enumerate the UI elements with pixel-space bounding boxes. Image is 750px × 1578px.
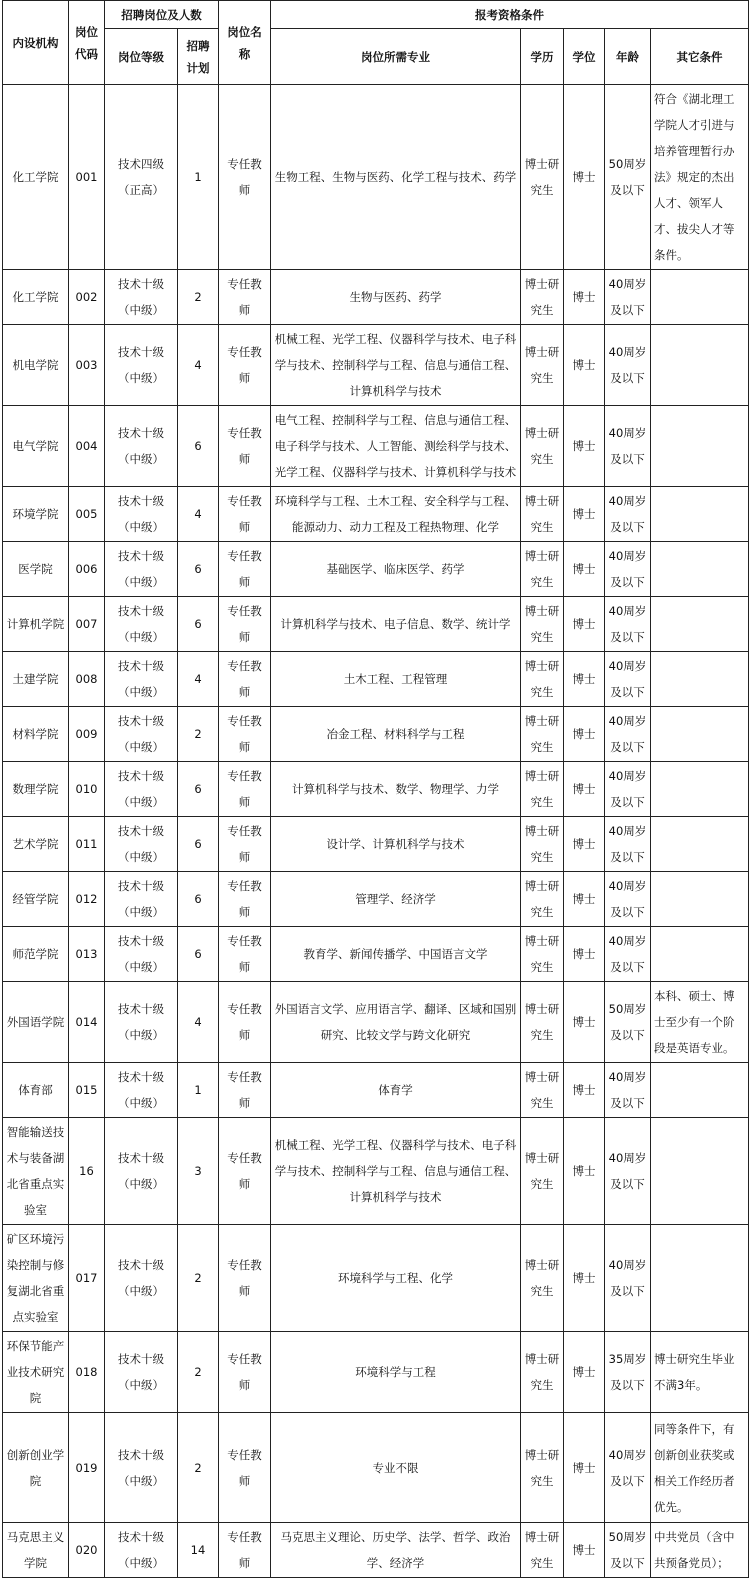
cell-level: 技术十级（中级） bbox=[105, 762, 178, 817]
cell-major: 外国语言文学、应用语言学、翻译、区域和国别研究、比较文学与跨文化研究 bbox=[271, 982, 521, 1063]
header-cond-group: 报考资格条件 bbox=[271, 1, 749, 29]
cell-code: 013 bbox=[69, 927, 105, 982]
cell-level: 技术十级（中级） bbox=[105, 542, 178, 597]
cell-code: 008 bbox=[69, 652, 105, 707]
cell-post: 专任教师 bbox=[219, 406, 271, 487]
cell-level: 技术十级（中级） bbox=[105, 1118, 178, 1225]
cell-other bbox=[651, 707, 749, 762]
cell-edu: 博士研究生 bbox=[521, 872, 564, 927]
cell-major: 土木工程、工程管理 bbox=[271, 652, 521, 707]
cell-degree: 博士 bbox=[564, 652, 605, 707]
header-age: 年龄 bbox=[605, 29, 651, 85]
cell-major: 设计学、计算机科学与技术 bbox=[271, 817, 521, 872]
cell-level: 技术十级（中级） bbox=[105, 1413, 178, 1523]
cell-dept: 环保节能产业技术研究院 bbox=[3, 1332, 69, 1413]
header-edu: 学历 bbox=[521, 29, 564, 85]
cell-level: 技术十级（中级） bbox=[105, 597, 178, 652]
cell-degree: 博士 bbox=[564, 597, 605, 652]
cell-edu: 博士研究生 bbox=[521, 927, 564, 982]
cell-edu: 博士研究生 bbox=[521, 762, 564, 817]
cell-edu: 博士研究生 bbox=[521, 982, 564, 1063]
cell-degree: 博士 bbox=[564, 1063, 605, 1118]
cell-major: 机械工程、光学工程、仪器科学与技术、电子科学与技术、控制科学与工程、信息与通信工程、计算机科学与技术 bbox=[271, 325, 521, 406]
cell-degree: 博士 bbox=[564, 762, 605, 817]
cell-plan: 4 bbox=[178, 487, 219, 542]
cell-degree: 博士 bbox=[564, 982, 605, 1063]
cell-post: 专任教师 bbox=[219, 597, 271, 652]
cell-post: 专任教师 bbox=[219, 1523, 271, 1578]
table-row bbox=[3, 542, 749, 597]
cell-degree: 博士 bbox=[564, 85, 605, 270]
cell-dept: 土建学院 bbox=[3, 652, 69, 707]
cell-edu: 博士研究生 bbox=[521, 1413, 564, 1523]
cell-degree: 博士 bbox=[564, 927, 605, 982]
cell-post: 专任教师 bbox=[219, 707, 271, 762]
cell-major: 马克思主义理论、历史学、法学、哲学、政治学、经济学 bbox=[271, 1523, 521, 1578]
cell-other bbox=[651, 762, 749, 817]
cell-age: 35周岁及以下 bbox=[605, 1332, 651, 1413]
cell-plan: 2 bbox=[178, 1332, 219, 1413]
table-row bbox=[3, 487, 749, 542]
cell-dept: 机电学院 bbox=[3, 325, 69, 406]
cell-degree: 博士 bbox=[564, 1413, 605, 1523]
cell-major: 电气工程、控制科学与工程、信息与通信工程、电子科学与技术、人工智能、测绘科学与技术、光学工程、仪器科学与技术、计算机科学与技术 bbox=[271, 406, 521, 487]
cell-edu: 博士研究生 bbox=[521, 406, 564, 487]
header-dept: 内设机构 bbox=[3, 1, 69, 85]
cell-other: 博士研究生毕业不满3年。 bbox=[651, 1332, 749, 1413]
cell-level: 技术十级（中级） bbox=[105, 817, 178, 872]
cell-plan: 6 bbox=[178, 762, 219, 817]
cell-level: 技术十级（中级） bbox=[105, 1332, 178, 1413]
cell-other: 本科、硕士、博士至少有一个阶段是英语专业。 bbox=[651, 982, 749, 1063]
table-row bbox=[3, 652, 749, 707]
cell-age: 50周岁及以下 bbox=[605, 982, 651, 1063]
cell-dept: 师范学院 bbox=[3, 927, 69, 982]
cell-plan: 14 bbox=[178, 1523, 219, 1578]
cell-degree: 博士 bbox=[564, 542, 605, 597]
cell-post: 专任教师 bbox=[219, 487, 271, 542]
cell-edu: 博士研究生 bbox=[521, 1063, 564, 1118]
table-row bbox=[3, 1332, 749, 1413]
cell-code: 006 bbox=[69, 542, 105, 597]
cell-age: 40周岁及以下 bbox=[605, 406, 651, 487]
cell-edu: 博士研究生 bbox=[521, 1332, 564, 1413]
cell-plan: 6 bbox=[178, 817, 219, 872]
cell-post: 专任教师 bbox=[219, 652, 271, 707]
cell-code: 003 bbox=[69, 325, 105, 406]
header-level: 岗位等级 bbox=[105, 29, 178, 85]
cell-post: 专任教师 bbox=[219, 1413, 271, 1523]
cell-post: 专任教师 bbox=[219, 270, 271, 325]
cell-level: 技术十级（中级） bbox=[105, 487, 178, 542]
cell-major: 机械工程、光学工程、仪器科学与技术、电子科学与技术、控制科学与工程、信息与通信工程、计算机科学与技术 bbox=[271, 1118, 521, 1225]
cell-degree: 博士 bbox=[564, 1118, 605, 1225]
cell-plan: 2 bbox=[178, 270, 219, 325]
cell-major: 冶金工程、材料科学与工程 bbox=[271, 707, 521, 762]
cell-code: 004 bbox=[69, 406, 105, 487]
cell-age: 40周岁及以下 bbox=[605, 1413, 651, 1523]
cell-plan: 2 bbox=[178, 1225, 219, 1332]
cell-other bbox=[651, 927, 749, 982]
cell-plan: 6 bbox=[178, 872, 219, 927]
cell-edu: 博士研究生 bbox=[521, 597, 564, 652]
table-row bbox=[3, 406, 749, 487]
header-post: 岗位名称 bbox=[219, 1, 271, 85]
cell-plan: 4 bbox=[178, 652, 219, 707]
table-row bbox=[3, 1413, 749, 1523]
cell-code: 014 bbox=[69, 982, 105, 1063]
cell-other bbox=[651, 270, 749, 325]
cell-age: 40周岁及以下 bbox=[605, 597, 651, 652]
cell-dept: 矿区环境污染控制与修复湖北省重点实验室 bbox=[3, 1225, 69, 1332]
cell-other bbox=[651, 652, 749, 707]
cell-other bbox=[651, 487, 749, 542]
cell-level: 技术四级（正高） bbox=[105, 85, 178, 270]
cell-degree: 博士 bbox=[564, 707, 605, 762]
cell-dept: 创新创业学院 bbox=[3, 1413, 69, 1523]
table-row bbox=[3, 597, 749, 652]
cell-plan: 6 bbox=[178, 406, 219, 487]
cell-major: 环境科学与工程、化学 bbox=[271, 1225, 521, 1332]
cell-level: 技术十级（中级） bbox=[105, 1523, 178, 1578]
cell-age: 40周岁及以下 bbox=[605, 542, 651, 597]
cell-major: 基础医学、临床医学、药学 bbox=[271, 542, 521, 597]
cell-edu: 博士研究生 bbox=[521, 1523, 564, 1578]
cell-major: 专业不限 bbox=[271, 1413, 521, 1523]
cell-post: 专任教师 bbox=[219, 1118, 271, 1225]
cell-code: 011 bbox=[69, 817, 105, 872]
cell-plan: 4 bbox=[178, 325, 219, 406]
cell-plan: 6 bbox=[178, 927, 219, 982]
cell-post: 专任教师 bbox=[219, 1063, 271, 1118]
cell-dept: 材料学院 bbox=[3, 707, 69, 762]
cell-age: 40周岁及以下 bbox=[605, 872, 651, 927]
cell-other bbox=[651, 1118, 749, 1225]
cell-major: 体育学 bbox=[271, 1063, 521, 1118]
table-row bbox=[3, 707, 749, 762]
cell-plan: 3 bbox=[178, 1118, 219, 1225]
cell-dept: 外国语学院 bbox=[3, 982, 69, 1063]
cell-age: 40周岁及以下 bbox=[605, 927, 651, 982]
cell-code: 009 bbox=[69, 707, 105, 762]
cell-degree: 博士 bbox=[564, 1225, 605, 1332]
cell-code: 001 bbox=[69, 85, 105, 270]
cell-post: 专任教师 bbox=[219, 325, 271, 406]
cell-degree: 博士 bbox=[564, 406, 605, 487]
table-row bbox=[3, 1523, 749, 1578]
recruitment-table bbox=[2, 0, 749, 1578]
cell-level: 技术十级（中级） bbox=[105, 872, 178, 927]
cell-plan: 2 bbox=[178, 707, 219, 762]
cell-code: 020 bbox=[69, 1523, 105, 1578]
cell-major: 环境科学与工程、土木工程、安全科学与工程、能源动力、动力工程及工程热物理、化学 bbox=[271, 487, 521, 542]
cell-post: 专任教师 bbox=[219, 982, 271, 1063]
cell-edu: 博士研究生 bbox=[521, 1118, 564, 1225]
cell-dept: 体育部 bbox=[3, 1063, 69, 1118]
cell-level: 技术十级（中级） bbox=[105, 707, 178, 762]
cell-post: 专任教师 bbox=[219, 817, 271, 872]
table-row bbox=[3, 85, 749, 270]
cell-edu: 博士研究生 bbox=[521, 487, 564, 542]
cell-age: 40周岁及以下 bbox=[605, 1225, 651, 1332]
cell-age: 40周岁及以下 bbox=[605, 487, 651, 542]
cell-dept: 数理学院 bbox=[3, 762, 69, 817]
cell-code: 012 bbox=[69, 872, 105, 927]
header-recruit-group: 招聘岗位及人数 bbox=[105, 1, 219, 29]
cell-major: 教育学、新闻传播学、中国语言文学 bbox=[271, 927, 521, 982]
cell-age: 40周岁及以下 bbox=[605, 1118, 651, 1225]
cell-age: 40周岁及以下 bbox=[605, 1063, 651, 1118]
table-row bbox=[3, 982, 749, 1063]
cell-major: 生物工程、生物与医药、化学工程与技术、药学 bbox=[271, 85, 521, 270]
header-degree: 学位 bbox=[564, 29, 605, 85]
cell-plan: 6 bbox=[178, 542, 219, 597]
cell-edu: 博士研究生 bbox=[521, 270, 564, 325]
cell-age: 40周岁及以下 bbox=[605, 270, 651, 325]
cell-plan: 1 bbox=[178, 1063, 219, 1118]
header-major: 岗位所需专业 bbox=[271, 29, 521, 85]
cell-degree: 博士 bbox=[564, 872, 605, 927]
cell-other bbox=[651, 542, 749, 597]
cell-code: 017 bbox=[69, 1225, 105, 1332]
cell-post: 专任教师 bbox=[219, 927, 271, 982]
cell-other bbox=[651, 817, 749, 872]
cell-dept: 计算机学院 bbox=[3, 597, 69, 652]
table-row bbox=[3, 927, 749, 982]
cell-level: 技术十级（中级） bbox=[105, 406, 178, 487]
cell-post: 专任教师 bbox=[219, 1225, 271, 1332]
cell-code: 16 bbox=[69, 1118, 105, 1225]
cell-age: 40周岁及以下 bbox=[605, 325, 651, 406]
cell-other bbox=[651, 872, 749, 927]
cell-dept: 艺术学院 bbox=[3, 817, 69, 872]
table-row bbox=[3, 762, 749, 817]
cell-age: 40周岁及以下 bbox=[605, 652, 651, 707]
cell-other: 中共党员（含中共预备党员）； bbox=[651, 1523, 749, 1578]
cell-code: 019 bbox=[69, 1413, 105, 1523]
cell-dept: 医学院 bbox=[3, 542, 69, 597]
cell-plan: 6 bbox=[178, 597, 219, 652]
cell-edu: 博士研究生 bbox=[521, 325, 564, 406]
cell-age: 40周岁及以下 bbox=[605, 707, 651, 762]
table-row bbox=[3, 1118, 749, 1225]
header-plan: 招聘计划 bbox=[178, 29, 219, 85]
cell-degree: 博士 bbox=[564, 270, 605, 325]
cell-dept: 马克思主义学院 bbox=[3, 1523, 69, 1578]
cell-age: 50周岁及以下 bbox=[605, 1523, 651, 1578]
cell-major: 计算机科学与技术、电子信息、数学、统计学 bbox=[271, 597, 521, 652]
cell-level: 技术十级（中级） bbox=[105, 982, 178, 1063]
cell-post: 专任教师 bbox=[219, 762, 271, 817]
cell-code: 005 bbox=[69, 487, 105, 542]
cell-post: 专任教师 bbox=[219, 872, 271, 927]
cell-edu: 博士研究生 bbox=[521, 85, 564, 270]
cell-code: 007 bbox=[69, 597, 105, 652]
cell-post: 专任教师 bbox=[219, 85, 271, 270]
table-row bbox=[3, 325, 749, 406]
cell-other: 同等条件下，有创新创业获奖或相关工作经历者优先。 bbox=[651, 1413, 749, 1523]
cell-plan: 2 bbox=[178, 1413, 219, 1523]
cell-other bbox=[651, 597, 749, 652]
cell-degree: 博士 bbox=[564, 1523, 605, 1578]
cell-edu: 博士研究生 bbox=[521, 652, 564, 707]
cell-code: 002 bbox=[69, 270, 105, 325]
cell-major: 管理学、经济学 bbox=[271, 872, 521, 927]
header-other: 其它条件 bbox=[651, 29, 749, 85]
cell-major: 生物与医药、药学 bbox=[271, 270, 521, 325]
table-row bbox=[3, 817, 749, 872]
cell-edu: 博士研究生 bbox=[521, 817, 564, 872]
cell-level: 技术十级（中级） bbox=[105, 270, 178, 325]
cell-plan: 4 bbox=[178, 982, 219, 1063]
cell-post: 专任教师 bbox=[219, 1332, 271, 1413]
cell-other bbox=[651, 1063, 749, 1118]
cell-other bbox=[651, 1225, 749, 1332]
cell-major: 计算机科学与技术、数学、物理学、力学 bbox=[271, 762, 521, 817]
cell-dept: 经管学院 bbox=[3, 872, 69, 927]
cell-degree: 博士 bbox=[564, 817, 605, 872]
cell-other bbox=[651, 325, 749, 406]
cell-dept: 电气学院 bbox=[3, 406, 69, 487]
cell-other: 符合《湖北理工学院人才引进与培养管理暂行办法》规定的杰出人才、领军人才、拔尖人才等条件。 bbox=[651, 85, 749, 270]
cell-dept: 环境学院 bbox=[3, 487, 69, 542]
cell-other bbox=[651, 406, 749, 487]
table-row bbox=[3, 872, 749, 927]
table-row bbox=[3, 270, 749, 325]
cell-level: 技术十级（中级） bbox=[105, 1063, 178, 1118]
cell-code: 010 bbox=[69, 762, 105, 817]
cell-post: 专任教师 bbox=[219, 542, 271, 597]
cell-level: 技术十级（中级） bbox=[105, 652, 178, 707]
table-row bbox=[3, 1063, 749, 1118]
cell-dept: 化工学院 bbox=[3, 270, 69, 325]
cell-degree: 博士 bbox=[564, 1332, 605, 1413]
cell-degree: 博士 bbox=[564, 325, 605, 406]
cell-dept: 智能输送技术与装备湖北省重点实验室 bbox=[3, 1118, 69, 1225]
cell-degree: 博士 bbox=[564, 487, 605, 542]
cell-age: 50周岁及以下 bbox=[605, 85, 651, 270]
cell-level: 技术十级（中级） bbox=[105, 927, 178, 982]
cell-dept: 化工学院 bbox=[3, 85, 69, 270]
cell-code: 015 bbox=[69, 1063, 105, 1118]
cell-age: 40周岁及以下 bbox=[605, 762, 651, 817]
cell-major: 环境科学与工程 bbox=[271, 1332, 521, 1413]
cell-code: 018 bbox=[69, 1332, 105, 1413]
cell-plan: 1 bbox=[178, 85, 219, 270]
header-code: 岗位代码 bbox=[69, 1, 105, 85]
cell-level: 技术十级（中级） bbox=[105, 1225, 178, 1332]
cell-edu: 博士研究生 bbox=[521, 707, 564, 762]
table-row bbox=[3, 1225, 749, 1332]
cell-edu: 博士研究生 bbox=[521, 542, 564, 597]
cell-age: 40周岁及以下 bbox=[605, 817, 651, 872]
cell-level: 技术十级（中级） bbox=[105, 325, 178, 406]
cell-edu: 博士研究生 bbox=[521, 1225, 564, 1332]
